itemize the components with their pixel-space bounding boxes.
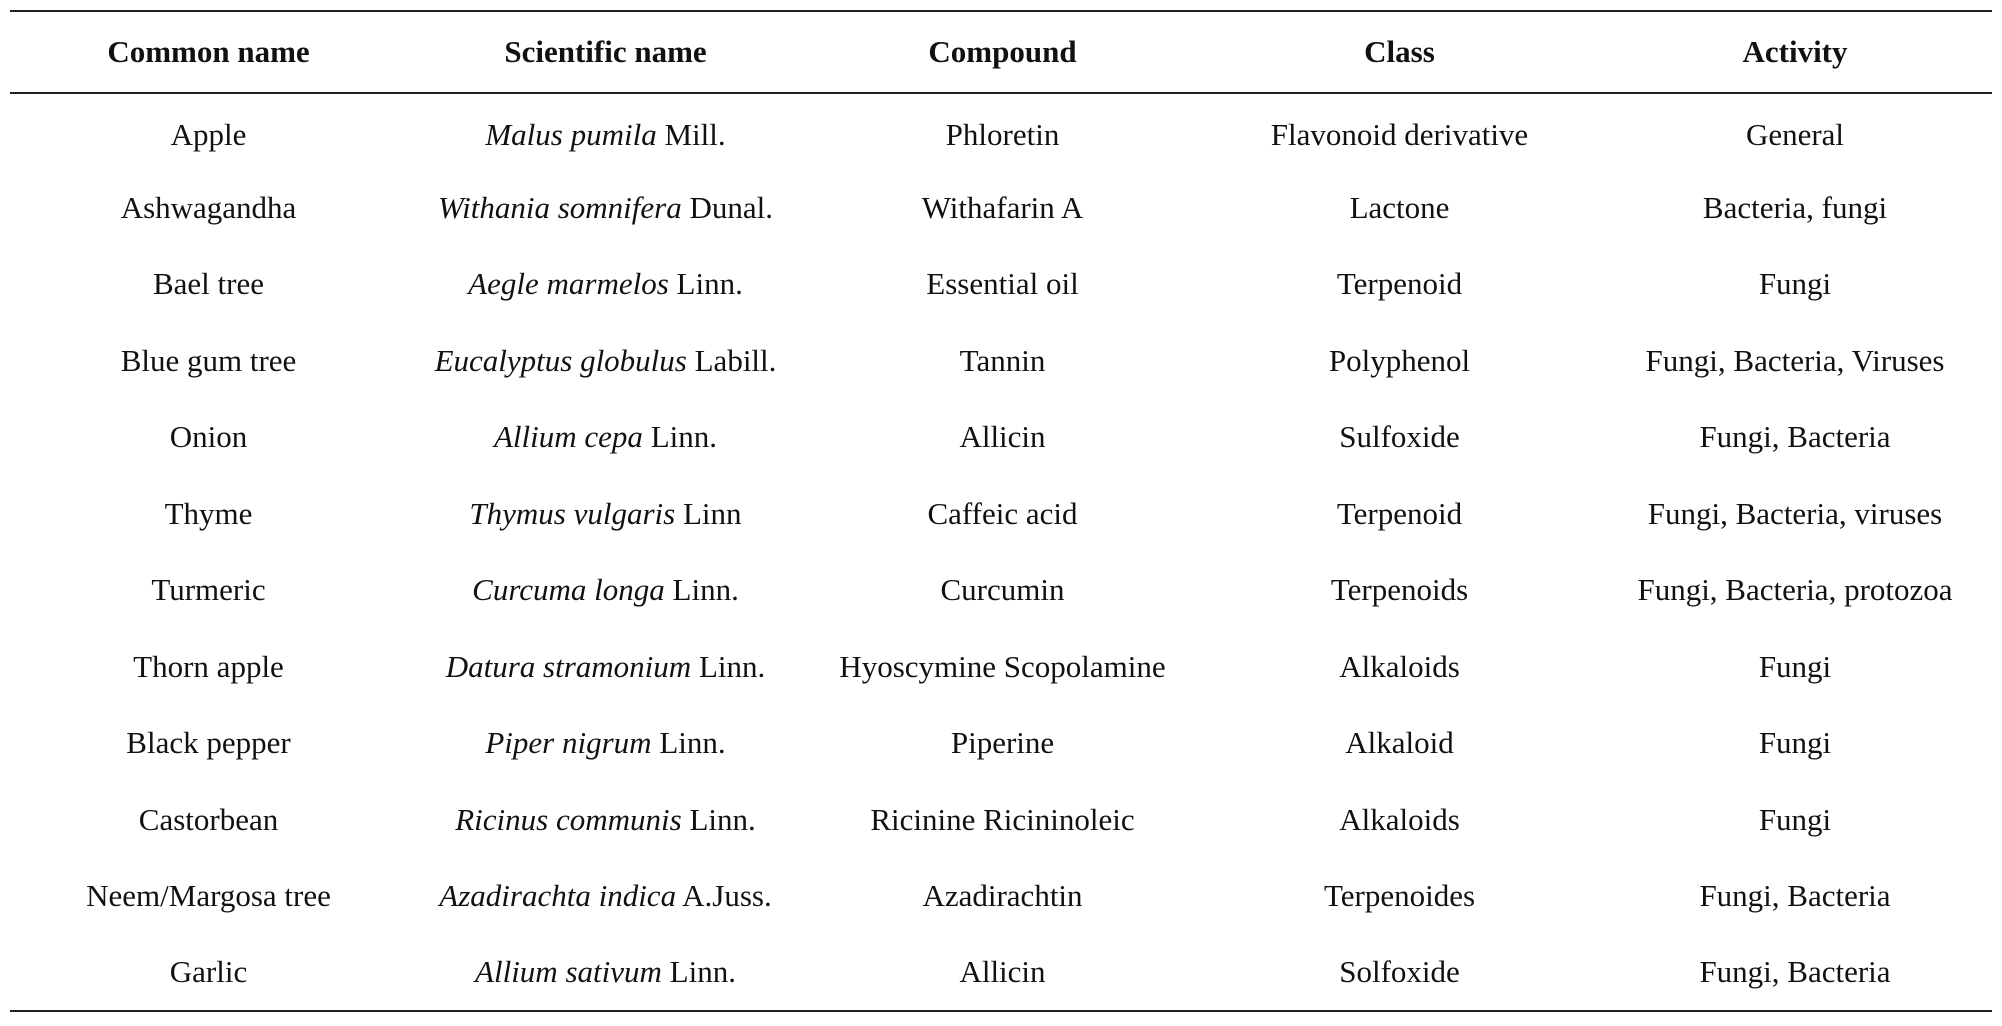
header-row [10,11,1992,93]
scientific-genus-species: Aegle marmelos [468,266,669,302]
cell-class: Terpenoid [1336,266,1463,302]
table-row [10,170,1992,247]
cell-activity: Fungi, Bacteria, protozoa [1637,572,1953,608]
cell-common-name: Castorbean [138,801,279,837]
cell-activity: Fungi, Bacteria [1699,419,1891,455]
cell-common-name: Ashwagandha [120,189,297,225]
cell-scientific-name [407,782,804,859]
cell-scientific-name [407,935,804,1012]
table-row [10,858,1992,935]
cell-compound: Essential oil [926,266,1079,302]
cell-activity: Fungi, Bacteria, viruses [1647,495,1943,531]
table-body [10,93,1992,1011]
scientific-authority: A.Juss. [676,878,772,914]
cell-scientific-name [407,399,804,476]
cell-common-name: Black pepper [126,725,291,761]
cell-compound: Curcumin [940,572,1065,608]
scientific-authority: Linn. [661,954,736,990]
scientific-genus-species: Allium cepa [494,419,643,455]
cell-class: Solfoxide [1339,954,1460,990]
table-row [10,399,1992,476]
scientific-genus-species: Azadirachta indica [439,878,677,914]
header-common-name: Common name [107,34,310,69]
table-header [10,11,1992,93]
cell-scientific-name [407,246,804,323]
scientific-genus-species: Curcuma longa [472,572,665,608]
scientific-authority: Linn. [668,266,743,302]
cell-compound: Allicin [959,419,1046,455]
cell-class: Terpenoids [1330,572,1469,608]
scientific-genus-species: Allium sativum [475,954,662,990]
scientific-authority: Mill. [656,116,726,152]
cell-common-name: Thyme [164,495,253,531]
cell-compound: Piperine [950,725,1055,761]
cell-scientific-name [407,705,804,782]
cell-class: Alkaloids [1339,801,1460,837]
cell-scientific-name [407,552,804,629]
cell-activity: Fungi, Bacteria, Viruses [1645,342,1945,378]
table-row [10,323,1992,400]
table-row [10,246,1992,323]
cell-activity: Fungi, Bacteria [1699,954,1891,990]
cell-scientific-name [407,858,804,935]
scientific-authority: Dunal. [681,189,773,225]
cell-compound: Caffeic acid [927,495,1078,531]
table-row [10,476,1992,553]
table-row [10,935,1992,1012]
scientific-genus-species: Piper nigrum [485,725,652,761]
cell-class: Alkaloids [1339,648,1460,684]
cell-compound: Withafarin A [921,189,1084,225]
cell-class: Lactone [1349,189,1450,225]
cell-compound: Tannin [959,342,1046,378]
table-row [10,782,1992,859]
scientific-authority: Linn. [664,572,739,608]
cell-class: Terpenoid [1336,495,1463,531]
cell-activity: Fungi, Bacteria [1699,878,1891,914]
cell-compound: Azadirachtin [922,878,1083,914]
scientific-authority: Linn [675,495,742,531]
scientific-genus-species: Withania somnifera [438,189,682,225]
cell-common-name: Neem/Margosa tree [86,878,331,914]
table-row [10,93,1992,170]
cell-scientific-name [407,170,804,247]
cell-class: Sulfoxide [1339,419,1460,455]
header-activity: Activity [1742,34,1848,69]
scientific-genus-species: Thymus vulgaris [469,495,676,531]
scientific-authority: Labill. [686,342,777,378]
cell-class: Polyphenol [1328,342,1471,378]
header-scientific-name: Scientific name [504,34,707,69]
cell-common-name: Bael tree [152,266,264,302]
cell-common-name: Turmeric [151,572,266,608]
cell-common-name: Blue gum tree [120,342,297,378]
cell-activity: Fungi [1758,725,1832,761]
plant-compounds-table [10,10,1992,1012]
table-row [10,629,1992,706]
cell-common-name: Apple [170,116,247,152]
scientific-genus-species: Malus pumila [485,116,657,152]
scientific-authority: Linn. [691,648,766,684]
scientific-genus-species: Ricinus communis [455,801,682,837]
cell-compound: Ricinine Ricininoleic [870,801,1135,837]
table-container [10,10,1992,1012]
cell-activity: General [1745,116,1845,152]
header-compound: Compound [928,34,1077,69]
cell-common-name: Onion [169,419,248,455]
cell-activity: Fungi [1758,801,1832,837]
scientific-authority: Linn. [651,725,726,761]
cell-activity: Bacteria, fungi [1702,189,1888,225]
cell-scientific-name [407,323,804,400]
header-class: Class [1364,34,1435,69]
cell-activity: Fungi [1758,648,1832,684]
table-row [10,705,1992,782]
cell-common-name: Garlic [169,954,248,990]
scientific-authority: Linn. [642,419,717,455]
cell-class: Terpenoides [1323,878,1476,914]
scientific-genus-species: Eucalyptus globulus [434,342,687,378]
cell-class: Flavonoid derivative [1270,116,1529,152]
scientific-authority: Linn. [681,801,756,837]
cell-common-name: Thorn apple [133,648,284,684]
cell-class: Alkaloid [1345,725,1454,761]
cell-compound: Hyoscymine Scopolamine [839,648,1166,684]
cell-scientific-name [407,476,804,553]
cell-scientific-name [407,93,804,170]
cell-scientific-name [407,629,804,706]
scientific-genus-species: Datura stramonium [445,648,692,684]
cell-activity: Fungi [1758,266,1832,302]
cell-compound: Allicin [959,954,1046,990]
table-row [10,552,1992,629]
cell-compound: Phloretin [945,116,1060,152]
